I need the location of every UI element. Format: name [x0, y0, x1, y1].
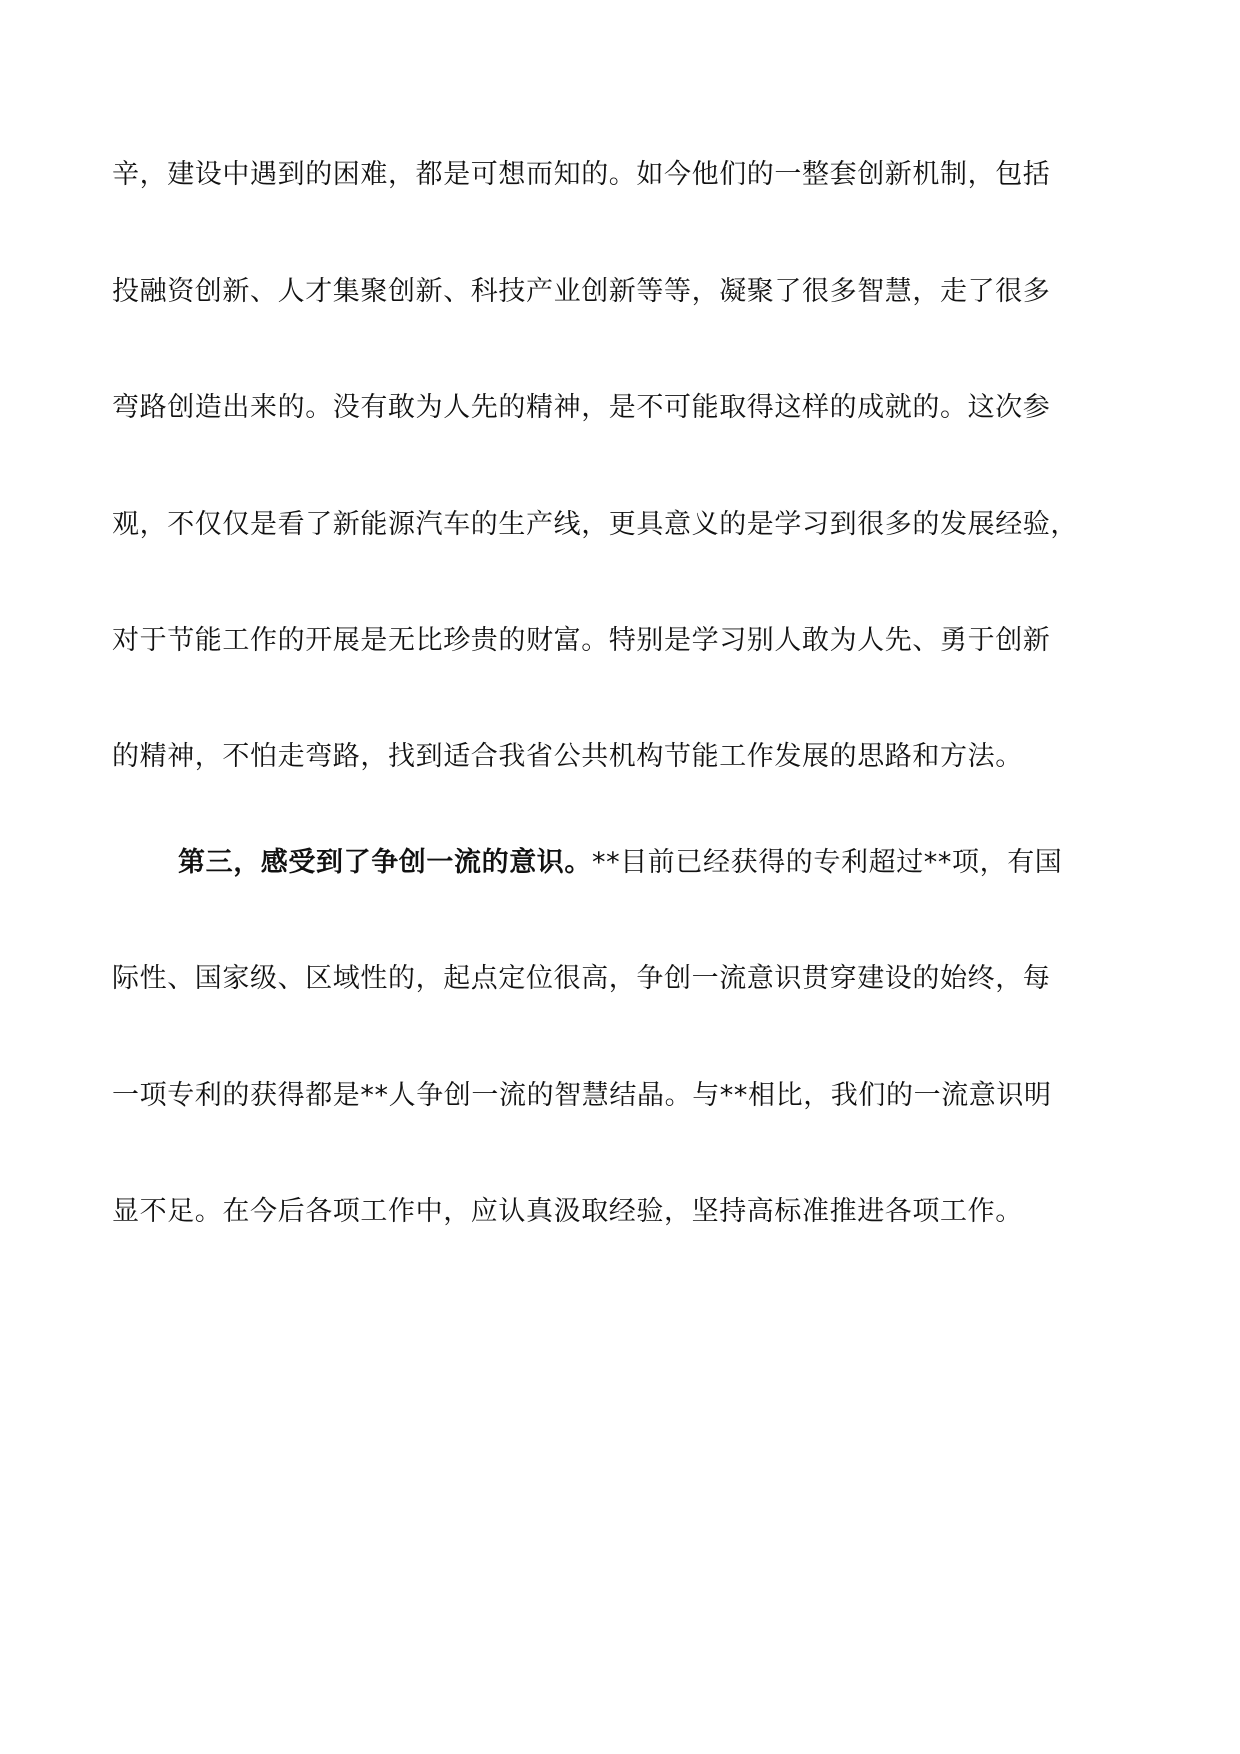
paragraph-first-line: [178, 843, 1152, 883]
section-heading: 第三，感受到了争创一流的意识。: [178, 847, 592, 878]
paragraph-line: 的精神，不怕走弯路，找到适合我省公共机构节能工作发展的思路和方法。: [112, 741, 1023, 772]
paragraph-text: **目前已经获得的专利超过**项，有国: [592, 847, 1063, 878]
paragraph-line: 投融资创新、人才集聚创新、科技产业创新等等，凝聚了很多智慧，走了很多: [112, 276, 1051, 307]
paragraph-line: 辛，建设中遇到的困难，都是可想而知的。如今他们的一整套创新机制，包括: [112, 159, 1051, 190]
paragraph-line: 弯路创造出来的。没有敢为人先的精神，是不可能取得这样的成就的。这次参: [112, 392, 1051, 423]
paragraph-line: 显不足。在今后各项工作中，应认真汲取经验，坚持高标准推进各项工作。: [112, 1196, 1023, 1227]
paragraph-line: 对于节能工作的开展是无比珍贵的财富。特别是学习别人敢为人先、勇于创新: [112, 625, 1051, 656]
paragraph-line: 一项专利的获得都是**人争创一流的智慧结晶。与**相比，我们的一流意识明: [112, 1080, 1052, 1111]
paragraph-line: 际性、国家级、区域性的，起点定位很高，争创一流意识贯穿建设的始终，每: [112, 963, 1051, 994]
paragraph-line: 观，不仅仅是看了新能源汽车的生产线，更具意义的是学习到很多的发展经验，: [112, 509, 1078, 540]
